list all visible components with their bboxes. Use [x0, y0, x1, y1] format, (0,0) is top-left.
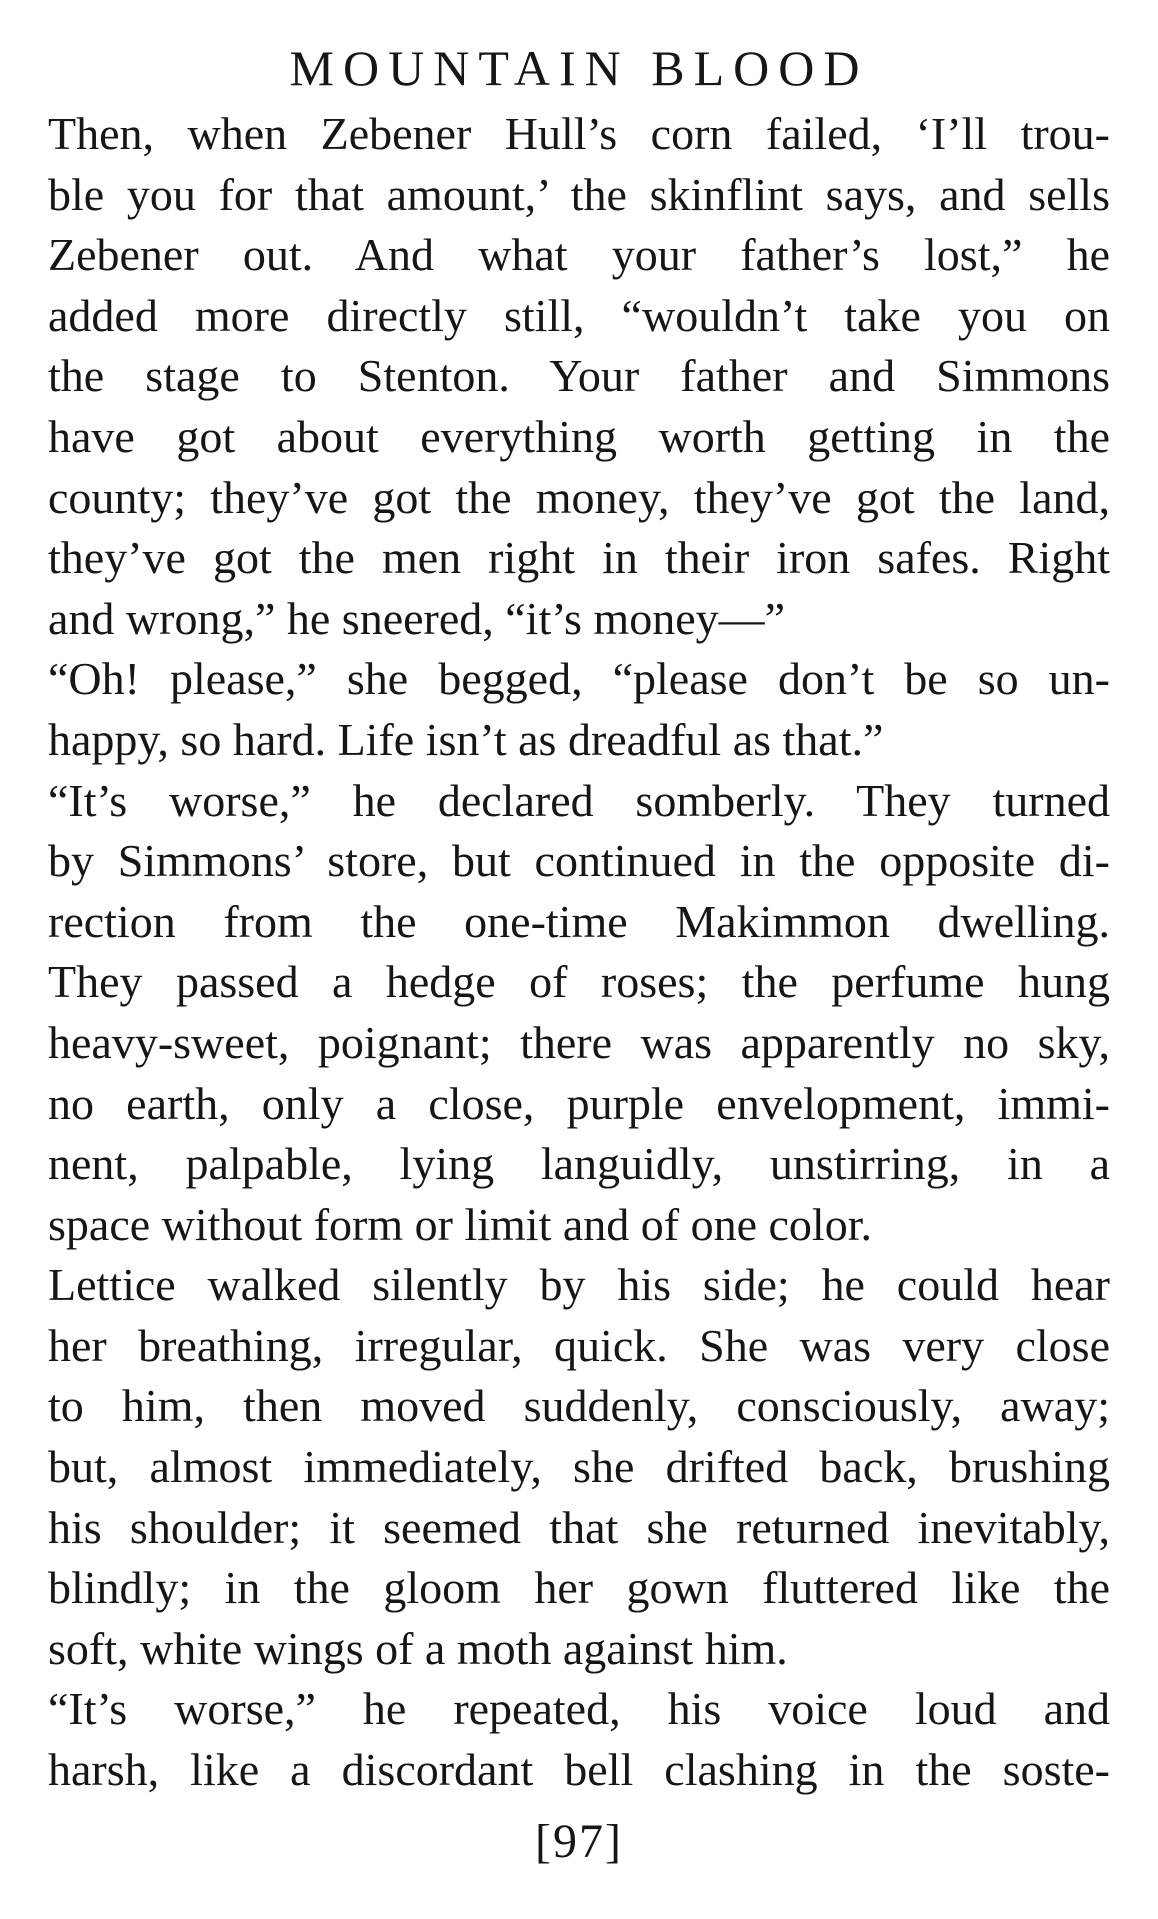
- page-number: [97]: [535, 1815, 623, 1868]
- text-line: “Oh! please,” she begged, “please don’t be so un-: [48, 653, 1110, 705]
- text-line: and wrong,” he sneered, “it’s money—”: [48, 592, 786, 644]
- text-line: Zebener out. And what your father’s lost,” he: [48, 229, 1110, 281]
- text-line: rection from the one-time Makimmon dwelling.: [48, 895, 1110, 947]
- text-line: no earth, only a close, purple envelopment, immi-: [48, 1077, 1110, 1129]
- text-line: her breathing, irregular, quick. She was very close: [48, 1319, 1110, 1371]
- text-line: county; they’ve got the money, they’ve got the land,: [48, 471, 1110, 523]
- text-line: blindly; in the gloom her gown fluttered like the: [48, 1562, 1110, 1614]
- text-line: happy, so hard. Life isn’t as dreadful as that.”: [48, 713, 884, 765]
- text-line: “It’s worse,” he repeated, his voice loud and: [48, 1683, 1110, 1735]
- text-line: they’ve got the men right in their iron safes. Right: [48, 532, 1110, 584]
- text-line: harsh, like a discordant bell clashing in the soste-: [48, 1744, 1110, 1796]
- running-head: MOUNTAIN BLOOD: [289, 40, 869, 96]
- text-line: space without form or limit and of one color.: [48, 1198, 872, 1250]
- text-line: They passed a hedge of roses; the perfume hung: [48, 956, 1110, 1008]
- text-line: added more directly still, “wouldn’t take you on: [48, 289, 1110, 341]
- text-line: nent, palpable, lying languidly, unstirring, in a: [48, 1138, 1110, 1190]
- text-line: ble you for that amount,’ the skinflint says, and sells: [48, 168, 1110, 220]
- text-line: have got about everything worth getting in the: [48, 410, 1110, 462]
- text-line: to him, then moved suddenly, consciously, away;: [48, 1380, 1110, 1432]
- body-text: [48, 104, 1110, 1801]
- text-line: Then, when Zebener Hull’s corn failed, ‘I’ll trou-: [48, 108, 1110, 159]
- text-line: heavy-sweet, poignant; there was apparently no sky,: [48, 1016, 1110, 1068]
- text-line: but, almost immediately, she drifted back, brushing: [48, 1441, 1110, 1493]
- text-line: his shoulder; it seemed that she returned inevitably,: [48, 1501, 1110, 1553]
- text-line: “It’s worse,” he declared somberly. They turned: [48, 774, 1110, 826]
- text-line: by Simmons’ store, but continued in the opposite di-: [48, 835, 1110, 887]
- text-line: the stage to Stenton. Your father and Simmons: [48, 350, 1110, 402]
- text-line: soft, white wings of a moth against him.: [48, 1622, 788, 1674]
- text-line: Lettice walked silently by his side; he could hear: [48, 1259, 1110, 1311]
